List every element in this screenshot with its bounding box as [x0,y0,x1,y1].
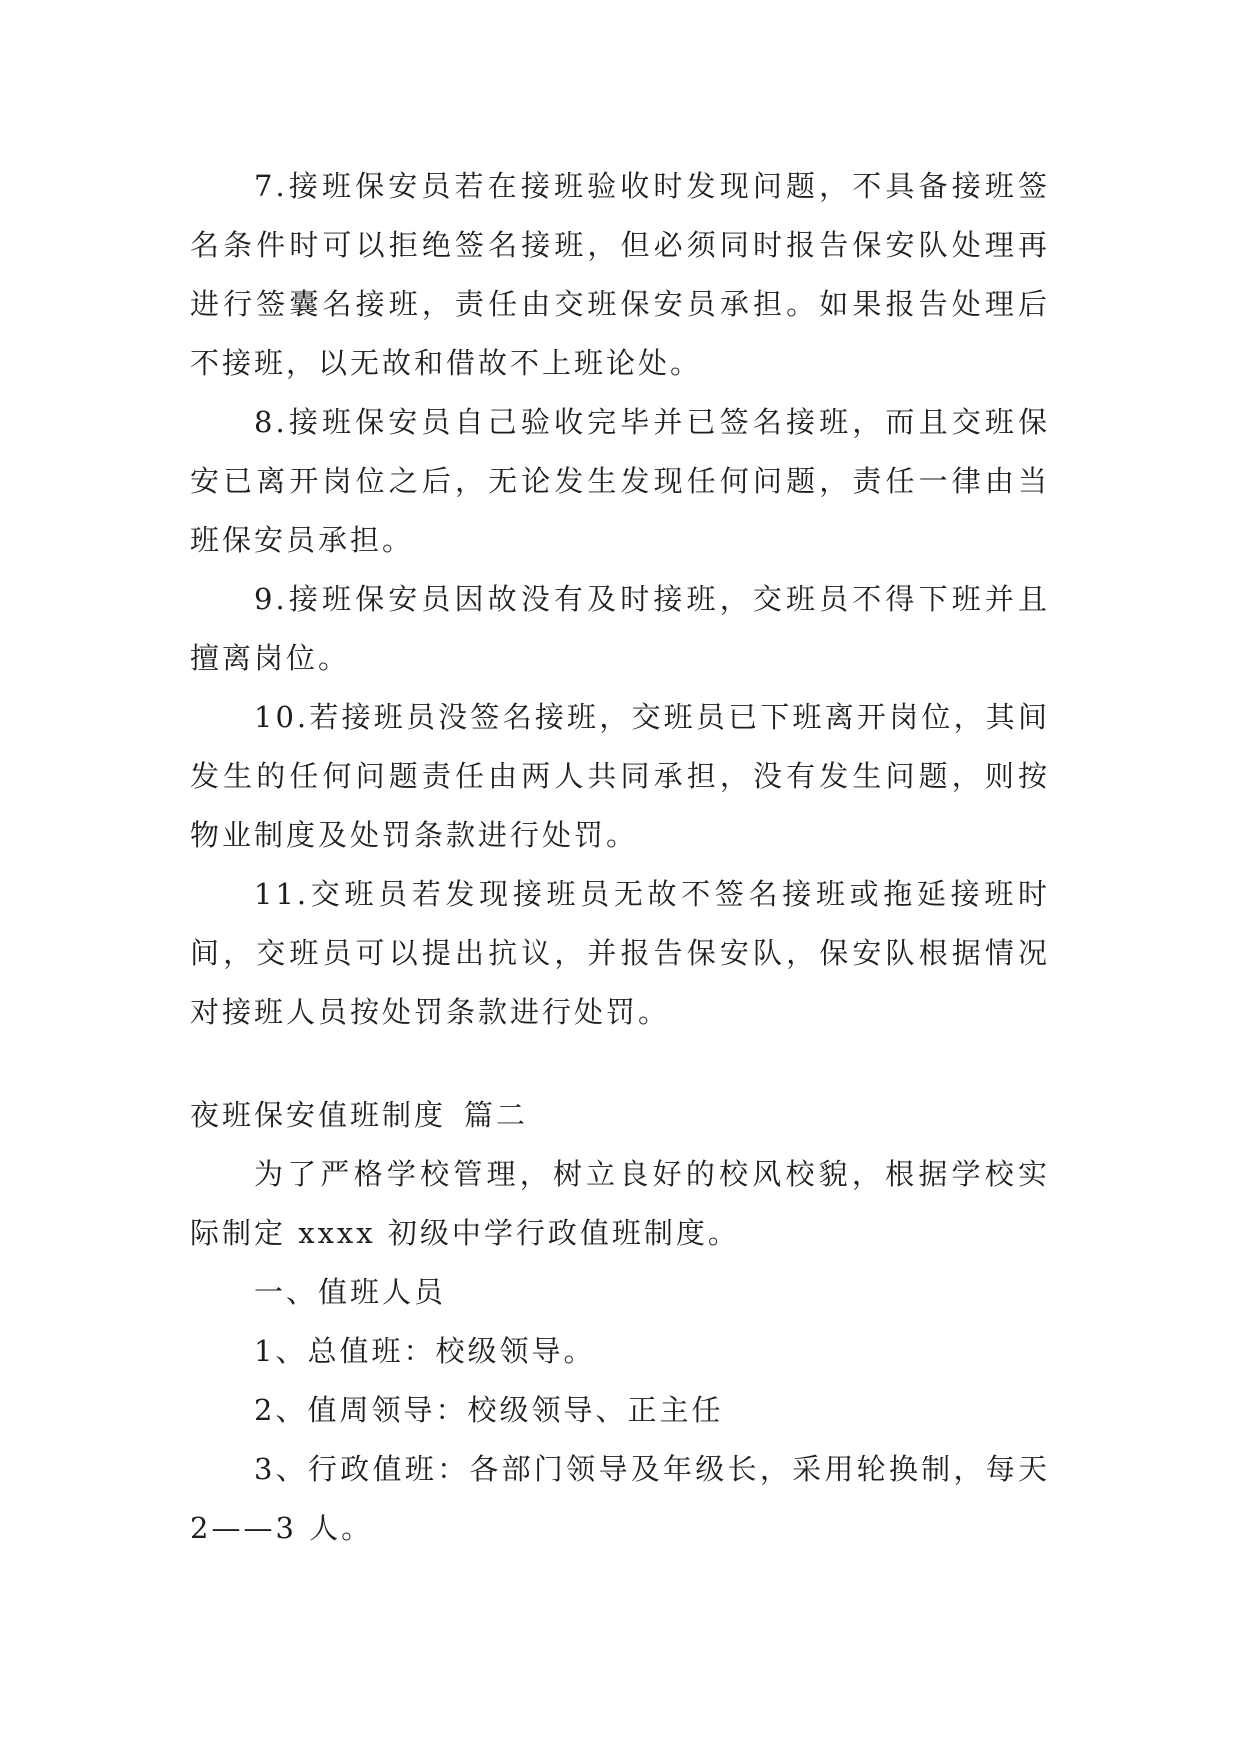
shift-handover-rules [190,157,1050,1042]
rule-9: 9.接班保安员因故没有及时接班，交班员不得下班并且擅离岗位。 [190,582,1050,675]
duty-item-weekly: 2、值周领导：校级领导、正主任 [254,1393,724,1427]
rule-7: 7.接班保安员若在接班验收时发现问题，不具备接班签名条件时可以拒绝签名接班，但必须同时报告保安队处理再进行签囊名接班，责任由交班保安员承担。如果报告处理后不接班，以无故和借故不上班论处。 [190,169,1050,380]
rule-11: 11.交班员若发现接班员无故不签名接班或拖延接班时间，交班员可以提出抗议，并报告保安队，保安队根据情况对接班人员按处罚条款进行处罚。 [190,877,1050,1029]
duty-personnel-heading: 一、值班人员 [254,1275,447,1309]
night-duty-section [190,1086,1050,1558]
section-intro: 为了严格学校管理，树立良好的校风校貌，根据学校实际制定 xxxx 初级中学行政值班制度。 [190,1157,1050,1250]
rule-8: 8.接班保安员自己验收完毕并已签名接班，而且交班保安已离开岗位之后，无论发生发现任何问题，责任一律由当班保安员承担。 [190,405,1050,557]
section-heading [190,1086,1050,1145]
section-title: 夜班保安值班制度 [190,1098,447,1132]
section-suffix: 篇二 [464,1098,529,1132]
duty-item-general: 1、总值班：校级领导。 [254,1334,596,1368]
duty-item-administrative: 3、行政值班：各部门领导及年级长，采用轮换制，每天 2——3 人。 [190,1452,1050,1545]
rule-10: 10.若接班员没签名接班，交班员已下班离开岗位，其间发生的任何问题责任由两人共同承担，没有发生问题，则按物业制度及处罚条款进行处罚。 [190,700,1050,852]
